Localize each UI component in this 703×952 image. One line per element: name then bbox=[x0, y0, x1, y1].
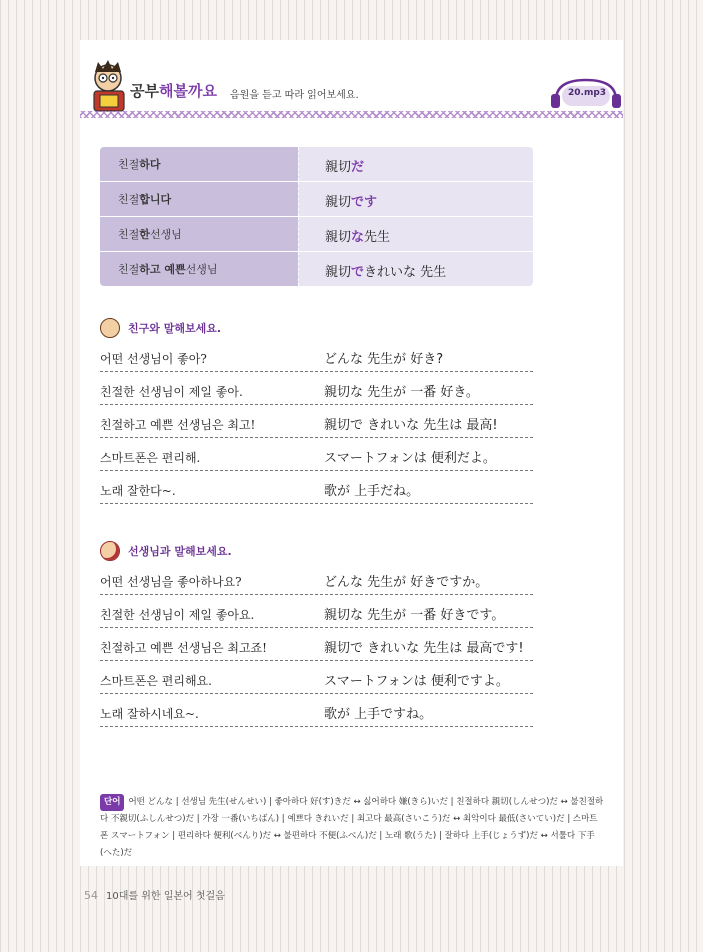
example-korean: 친절하고 예쁜 선생님은 최고죠! bbox=[100, 641, 267, 655]
ko-ending: 하고 예쁜 bbox=[139, 263, 186, 276]
example-korean: 노래 잘한다~. bbox=[100, 484, 176, 498]
jp-stem: 親切 bbox=[325, 160, 352, 175]
jp-ending: だ bbox=[351, 160, 365, 175]
example-korean: 친절한 선생님이 제일 좋아요. bbox=[100, 608, 255, 622]
mascot-icon bbox=[86, 60, 134, 114]
section-title bbox=[130, 80, 217, 101]
vocabulary-box bbox=[100, 794, 605, 862]
page-number: 54 bbox=[84, 889, 98, 902]
example-korean: 친절한 선생님이 제일 좋아. bbox=[100, 385, 243, 399]
ko-stem: 친절 bbox=[118, 263, 140, 276]
example-row bbox=[100, 694, 533, 727]
example-korean: 어떤 선생님을 좋아하나요? bbox=[100, 575, 242, 589]
friend-heading-text: 친구와 말해보세요. bbox=[128, 322, 222, 335]
teacher-example-list bbox=[100, 562, 533, 727]
boy-face-icon bbox=[100, 318, 120, 338]
title-part1: 공부 bbox=[130, 82, 159, 100]
example-korean: 스마트폰은 편리해. bbox=[100, 451, 201, 465]
jp-ending: で bbox=[351, 265, 365, 280]
conjugation-korean bbox=[100, 252, 298, 286]
example-japanese: 親切な 先生が 一番 好き。 bbox=[324, 385, 479, 400]
ko-rest: 선생님 bbox=[185, 263, 218, 276]
example-japanese: どんな 先生が 好き? bbox=[324, 352, 444, 367]
conjugation-row bbox=[100, 217, 533, 251]
vocabulary-text: 어떤 どんな | 선생님 先生(せんせい) | 좋아하다 好(す)きだ ↔ 싫어하다 嫌(きら)いだ | 친절하다 親切(しんせつ)だ ↔ 불친절하다 不親切(ふしんせつ)だ | 가장 一番(いちばん) | 예쁘다 きれいだ | 최고다 最高(さいこう)だ ↔ 최악이다 最低(さいてい)だ | 스마트폰 スマートフォン | 편리하다 便利(べんり)だ ↔ 불편하다 不便(ふべん)だ | 노래 歌(うた) | 잘하다 上手(じょうず)だ ↔ 서툴다 下手(へた)だ bbox=[100, 797, 604, 858]
example-japanese: スマートフォンは 便利だよ。 bbox=[324, 451, 496, 466]
jp-ending: な bbox=[351, 230, 365, 245]
example-korean: 스마트폰은 편리해요. bbox=[100, 674, 212, 688]
example-korean: 친절하고 예쁜 선생님은 최고! bbox=[100, 418, 256, 432]
example-japanese: 歌が 上手だね。 bbox=[324, 484, 420, 499]
ko-ending: 하다 bbox=[139, 158, 161, 171]
friend-section-heading bbox=[100, 318, 221, 338]
title-part2: 해볼까요 bbox=[158, 82, 217, 100]
conjugation-korean bbox=[100, 147, 298, 181]
friend-example-list bbox=[100, 339, 533, 504]
conjugation-korean bbox=[100, 217, 298, 251]
decorative-divider bbox=[80, 111, 623, 118]
page-footer bbox=[84, 887, 225, 902]
example-row bbox=[100, 339, 533, 372]
jp-rest: 先生 bbox=[364, 230, 391, 245]
ko-stem: 친절 bbox=[118, 228, 140, 241]
conjugation-japanese bbox=[298, 217, 533, 251]
teacher-section-heading bbox=[100, 541, 232, 561]
ko-rest: 선생님 bbox=[149, 228, 182, 241]
example-japanese: 親切で きれいな 先生は 最高です! bbox=[324, 641, 524, 656]
jp-stem: 親切 bbox=[325, 195, 352, 210]
vocabulary-badge: 단어 bbox=[100, 794, 124, 811]
example-japanese: 歌が 上手ですね。 bbox=[324, 707, 433, 722]
audio-track-label: 20.mp3 bbox=[568, 88, 607, 98]
conjugation-table bbox=[100, 147, 533, 287]
book-title: 10대를 위한 일본어 첫걸음 bbox=[106, 891, 225, 902]
example-row bbox=[100, 661, 533, 694]
ko-ending: 합니다 bbox=[139, 193, 172, 206]
example-row bbox=[100, 372, 533, 405]
girl-face-icon bbox=[100, 541, 120, 561]
conjugation-row bbox=[100, 252, 533, 286]
conjugation-row bbox=[100, 147, 533, 181]
jp-ending: です bbox=[351, 195, 378, 210]
audio-badge[interactable] bbox=[550, 76, 622, 110]
ko-ending: 한 bbox=[139, 228, 150, 241]
example-korean: 어떤 선생님이 좋아? bbox=[100, 352, 207, 366]
example-japanese: スマートフォンは 便利ですよ。 bbox=[324, 674, 509, 689]
example-japanese: どんな 先生が 好きですか。 bbox=[324, 575, 489, 590]
example-row bbox=[100, 595, 533, 628]
example-row bbox=[100, 438, 533, 471]
ko-stem: 친절 bbox=[118, 193, 140, 206]
example-row bbox=[100, 628, 533, 661]
conjugation-japanese bbox=[298, 147, 533, 181]
example-korean: 노래 잘하시네요~. bbox=[100, 707, 199, 721]
conjugation-japanese bbox=[298, 252, 533, 286]
conjugation-korean bbox=[100, 182, 298, 216]
conjugation-japanese bbox=[298, 182, 533, 216]
jp-stem: 親切 bbox=[325, 230, 352, 245]
jp-rest: きれいな 先生 bbox=[364, 265, 447, 280]
conjugation-row bbox=[100, 182, 533, 216]
example-row bbox=[100, 562, 533, 595]
example-japanese: 親切な 先生が 一番 好きです。 bbox=[324, 608, 505, 623]
teacher-heading-text: 선생님과 말해보세요. bbox=[128, 545, 232, 558]
example-row bbox=[100, 405, 533, 438]
example-row bbox=[100, 471, 533, 504]
example-japanese: 親切で きれいな 先生は 最高! bbox=[324, 418, 498, 433]
ko-stem: 친절 bbox=[118, 158, 140, 171]
section-header bbox=[80, 58, 623, 118]
jp-stem: 親切 bbox=[325, 265, 352, 280]
section-subtitle: 음원을 듣고 따라 읽어보세요. bbox=[230, 90, 359, 101]
